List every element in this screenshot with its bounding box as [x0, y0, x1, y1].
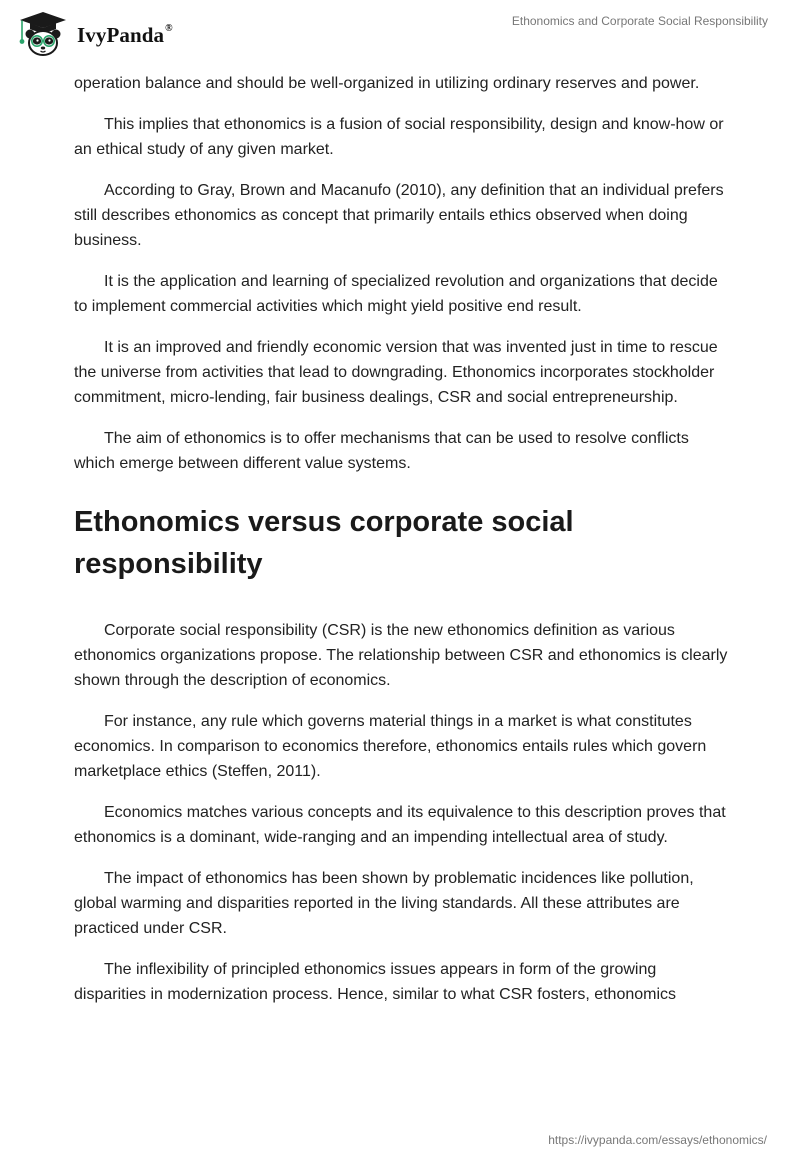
paragraph: It is an improved and friendly economic version that was invented just in time to rescue the universe from activities that lead to downgrading. Ethonomics incorporates stockholder commitment, micro-lending, fair business dealings, CSR and social entrepreneurship. — [74, 339, 718, 406]
page-header — [0, 0, 800, 60]
source-url[interactable]: https://ivypanda.com/essays/ethonomics/ — [548, 1133, 767, 1147]
panda-graduate-icon — [14, 9, 72, 59]
section-heading: Ethonomics versus corporate social responsibility — [74, 506, 574, 580]
paragraph: The aim of ethonomics is to offer mechanisms that can be used to resolve conflicts which emerge between different value systems. — [74, 430, 689, 472]
paragraph: The inflexibility of principled ethonomics issues appears in form of the growing disparities in modernization process. Hence, similar to what CSR fosters, ethonomics — [74, 961, 677, 1003]
paragraph-continuation: operation balance and should be well-organized in utilizing ordinary reserves and power. — [74, 75, 700, 92]
brand-name: IvyPanda® — [77, 22, 173, 47]
paragraph: For instance, any rule which governs material things in a market is what constitutes economics. In comparison to economics therefore, ethonomics entails rules which govern marketplace ethics (Steffen, 2011). — [74, 713, 707, 780]
ivypanda-logo[interactable] — [14, 9, 173, 59]
essay-content — [74, 71, 730, 1023]
paragraph: It is the application and learning of specialized revolution and organizations that decide to implement commercial activities which might yield positive end result. — [74, 273, 718, 315]
paragraph: The impact of ethonomics has been shown by problematic incidences like pollution, global warming and disparities reported in the living standards. All these attributes are practiced under CSR. — [74, 870, 694, 937]
paragraph: This implies that ethonomics is a fusion of social responsibility, design and know-how or an ethical study of any given market. — [74, 116, 724, 158]
paragraph: Corporate social responsibility (CSR) is the new ethonomics definition as various ethonomics organizations propose. The relationship between CSR and ethonomics is clearly shown through the description of economics. — [74, 622, 728, 689]
paragraph: According to Gray, Brown and Macanufo (2010), any definition that an individual prefers still describes ethonomics as concept that primarily entails ethics observed when doing business. — [74, 182, 724, 249]
document-title: Ethonomics and Corporate Social Responsibility — [511, 14, 768, 28]
paragraph: Economics matches various concepts and its equivalence to this description proves that ethonomics is a dominant, wide-ranging and an impending intellectual area of study. — [74, 804, 726, 846]
